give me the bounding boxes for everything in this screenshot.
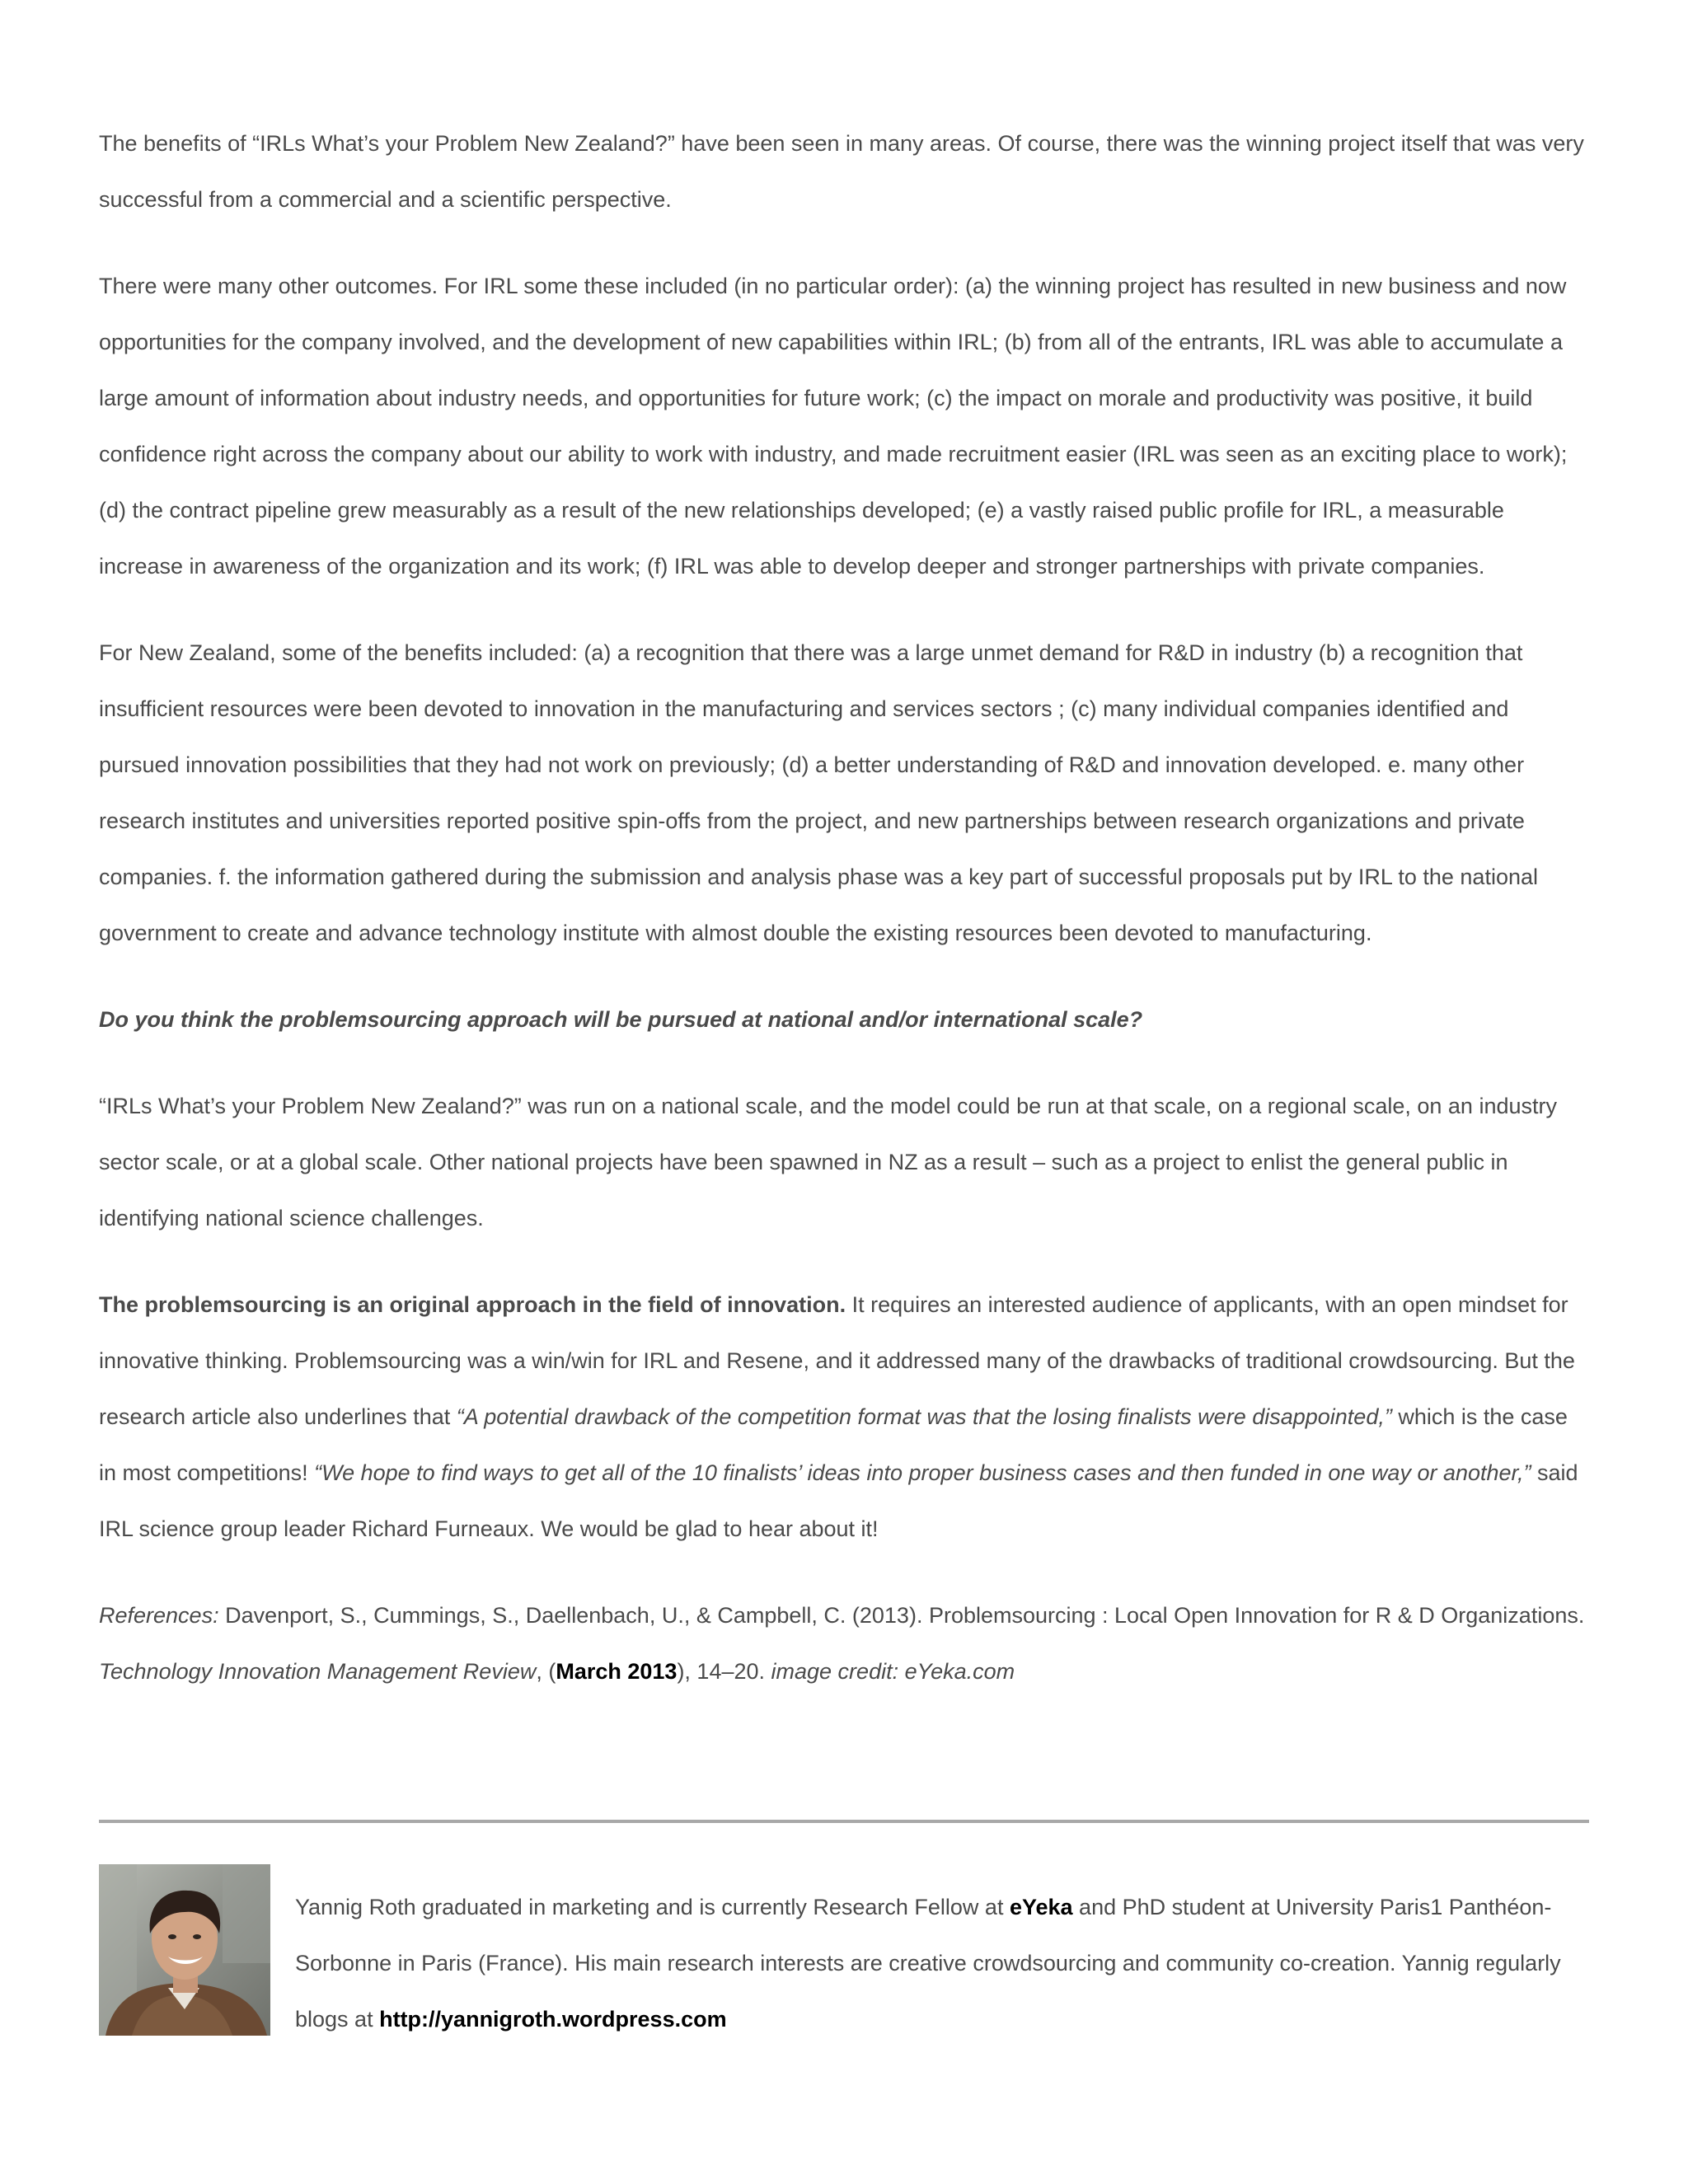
author-bio: [295, 1879, 1597, 2047]
conclusion-text: It requires an interested audience of applicants, with an open mindset for innovative thinking. Problemsourcing was a win/win for IRL and Resene, and it addressed many of the drawbacks of traditional crowdsourcing. But the research article also underlines that: [99, 1292, 1575, 1429]
references: [99, 1587, 1589, 1699]
blog-link[interactable]: http://yannigroth.wordpress.com: [379, 2007, 727, 2032]
article-body: [99, 115, 1589, 1730]
author-portrait-icon: [99, 1864, 270, 2036]
author-photo: [99, 1864, 270, 2036]
references-text: Davenport, S., Cummings, S., Daellenbach, U., & Campbell, C. (2013). Problemsourcing : Local Open Innovation for R & D Organizations.: [218, 1603, 1585, 1628]
bio-text: Yannig Roth graduated in marketing and is currently Research Fellow at: [295, 1895, 1010, 1919]
references-label: References:: [99, 1603, 219, 1628]
issue-date: March 2013: [556, 1659, 678, 1684]
conclusion-bold-lead: The problemsourcing is an original approach in the field of innovation.: [99, 1292, 846, 1317]
paragraph-conclusion: [99, 1277, 1589, 1557]
conclusion-text: which is the case in most competitions!: [99, 1404, 1568, 1485]
author-bio-text: [295, 1879, 1597, 2047]
references-text: , (: [536, 1659, 556, 1684]
journal-name: Technology Innovation Management Review: [99, 1659, 537, 1684]
paragraph-scale-answer: “IRLs What’s your Problem New Zealand?” was run on a national scale, and the model could be run at that scale, on a regional scale, on an industry sector scale, or at a global scale. Other national projects have been spawned in NZ as a result – such as a project to enlist the general public in identifying national science challenges.: [99, 1094, 1557, 1230]
paragraph-benefits-intro: The benefits of “IRLs What’s your Problem New Zealand?” have been seen in many areas. Of course, there was the winning project itself that was very successful from a commercial and a scientific perspective.: [99, 131, 1584, 212]
drawback-quote: “A potential drawback of the competition format was that the losing finalists were disappointed,”: [456, 1404, 1392, 1429]
paragraph-nz-benefits: For New Zealand, some of the benefits included: (a) a recognition that there was a large unmet demand for R&D in industry (b) a recognition that insufficient resources were been devoted to innovation in the manufacturing and services sectors ; (c) many individual companies identified and pursued innovation possibilities that they had not work on previously; (d) a better understanding of R&D and innovation developed. e. many other research institutes and universities reported positive spin-offs from the project, and new partnerships between research organizations and private companies. f. the information gathered during the submission and analysis phase was a key part of successful proposals put by IRL to the national government to create and advance technology institute with almost double the existing resources been devoted to manufacturing.: [99, 640, 1538, 945]
bio-text: and PhD student at University Paris1 Panthéon-Sorbonne in Paris (France). His main research interests are creative crowdsourcing and community co-creation. Yannig regularly blogs at: [295, 1895, 1561, 2032]
references-text: ), 14–20.: [677, 1659, 771, 1684]
interview-question: Do you think the problemsourcing approach will be pursued at national and/or international scale?: [99, 1007, 1143, 1032]
furneaux-quote: “We hope to find ways to get all of the 10 finalists’ ideas into proper business cases and then funded in one way or another,”: [314, 1460, 1531, 1485]
company-name: eYeka: [1009, 1895, 1073, 1919]
image-credit: image credit: eYeka.com: [771, 1659, 1015, 1684]
paragraph-irl-outcomes: There were many other outcomes. For IRL some these included (in no particular order): (a) the winning project has resulted in new business and now opportunities for the company involved, and the development of new capabilities within IRL; (b) from all of the entrants, IRL was able to accumulate a large amount of information about industry needs, and opportunities for future work; (c) the impact on morale and productivity was positive, it build confidence right across the company about our ability to work with industry, and made recruitment easier (IRL was seen as an exciting place to work); (d) the contract pipeline grew measurably as a result of the new relationships developed; (e) a vastly raised public profile for IRL, a measurable increase in awareness of the organization and its work; (f) IRL was able to develop deeper and stronger partnerships with private companies.: [99, 274, 1568, 579]
section-divider: [99, 1820, 1589, 1823]
conclusion-text: said IRL science group leader Richard Furneaux. We would be glad to hear about it!: [99, 1460, 1578, 1541]
